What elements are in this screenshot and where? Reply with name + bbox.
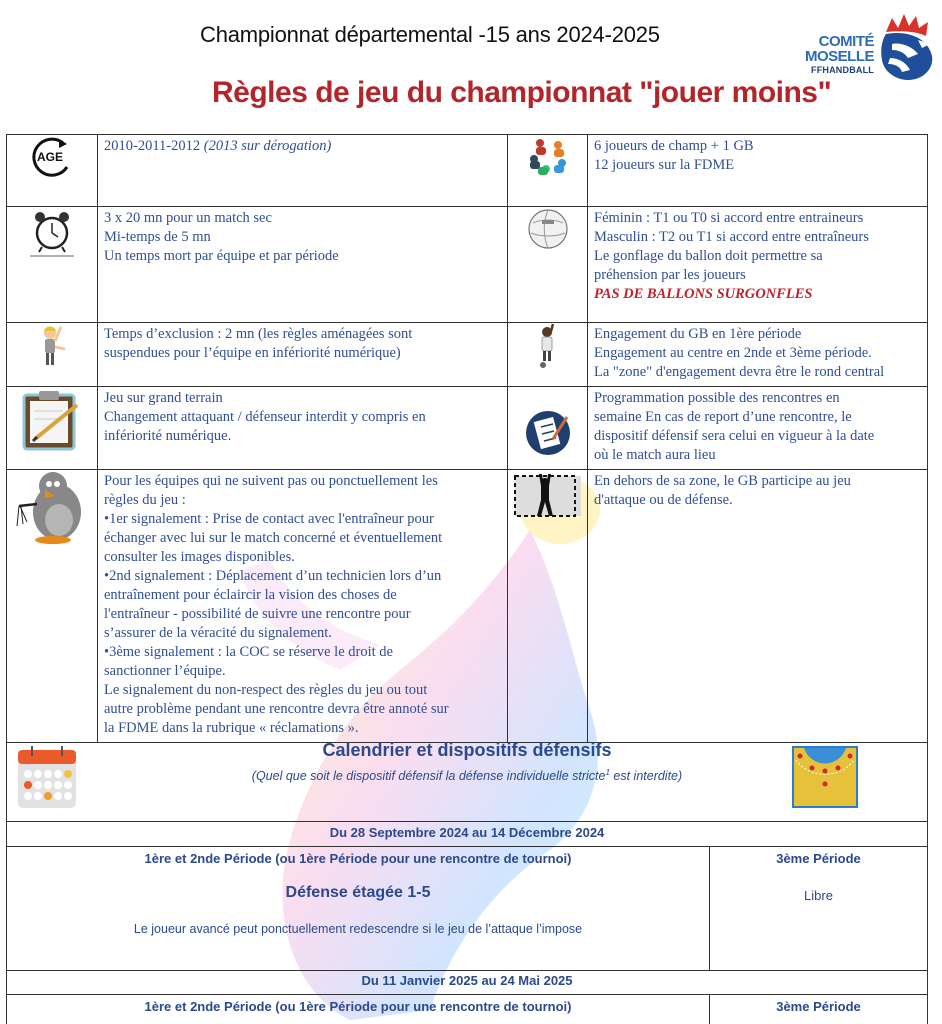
rule-line: Le signalement du non-respect des règles du jeu ou tout [104, 682, 428, 698]
period-left-cell [7, 847, 710, 970]
defense-system: Défense étagée 1-5 [285, 884, 431, 901]
handball-ball-icon [525, 207, 571, 251]
rule-line: suspendues pour l’équipe en infériorité numérique) [104, 345, 401, 361]
rule-line: autre problème pendant une rencontre devra être annoté sur [104, 701, 449, 717]
rule-line-italic: (2013 sur dérogation) [203, 138, 332, 154]
ball-warning-text: PAS DE BALLONS SURGONFLES [594, 286, 813, 302]
rooster-logo-icon [878, 14, 934, 82]
document-title: Championnat départemental -15 ans 2024-2025 [200, 22, 660, 47]
rule-line: Mi-temps de 5 mn [104, 229, 211, 245]
team-players-icon [526, 135, 570, 179]
checklist-icon [523, 407, 573, 457]
rule-text-sanctions [98, 470, 508, 743]
calendar-subtitle-end: est interdite) [609, 769, 683, 784]
rule-line: dispositif défensif sera celui en vigueur à la date [594, 428, 875, 444]
rule-text-goalkeeper [588, 470, 928, 743]
rule-line: Engagement du GB en 1ère période [594, 326, 802, 342]
rule-line: consulter les images disponibles. [104, 549, 295, 565]
calendar-section-header [6, 732, 928, 822]
rule-line: préhension par les joueurs [594, 267, 746, 283]
rule-line: d'attaque ou de défense. [594, 492, 733, 508]
third-period-defense: Libre [804, 888, 833, 903]
rule-line: Jeu sur grand terrain [104, 390, 223, 406]
rule-icon-cell [7, 323, 98, 387]
rule-row [7, 470, 928, 743]
period-right-header: 3ème Période [776, 851, 861, 866]
rule-line: •1er signalement : Prise de contact avec l'entraîneur pour [104, 511, 434, 527]
rule-row [7, 323, 928, 387]
period-left-header: 1ère et 2nde Période (ou 1ère Période pour une rencontre de tournoi) [144, 851, 572, 866]
rule-line: 6 joueurs de champ + 1 GB [594, 138, 754, 154]
period-left-header: 1ère et 2nde Période (ou 1ère Période pour une rencontre de tournoi) [144, 999, 572, 1014]
rule-text-players [588, 135, 928, 207]
rule-line: Un temps mort par équipe et par période [104, 248, 339, 264]
period-block-2 [6, 970, 928, 1024]
rule-line: semaine En cas de report d’une rencontre, le [594, 409, 852, 425]
rule-line: Engagement au centre en 2nde et 3ème période. [594, 345, 872, 361]
goalkeeper-engagement-icon [537, 323, 559, 369]
period-right-header: 3ème Période [776, 999, 861, 1014]
document-header [0, 0, 942, 132]
rule-text-scheduling [588, 387, 928, 470]
document-subtitle: Règles de jeu du championnat "jouer moins" [212, 76, 832, 109]
rule-line: Pour les équipes qui ne suivent pas ou ponctuellement les [104, 473, 438, 489]
rule-row [7, 387, 928, 470]
rule-line: où le match aura lieu [594, 447, 716, 463]
rule-text-duration [98, 207, 508, 323]
handball-court-icon [792, 746, 858, 808]
rule-line: La "zone" d'engagement devra être le rond central [594, 364, 885, 380]
period-block-1 [6, 822, 928, 971]
rule-line: Féminin : T1 ou T0 si accord entre entraineurs [594, 210, 864, 226]
goalkeeper-goal-icon [511, 470, 585, 520]
rule-line: •2nd signalement : Déplacement d’un technicien lors d’un [104, 568, 442, 584]
logo-line-3: FFHANDBALL [811, 65, 874, 75]
rule-line: Masculin : T2 ou T1 si accord entre entraîneurs [594, 229, 869, 245]
rule-line: 12 joueurs sur la FDME [594, 157, 735, 173]
calendar-title: Calendrier et dispositifs défensifs [322, 740, 612, 760]
rule-line: s’assurer de la véracité du signalement. [104, 625, 332, 641]
rule-icon-cell [508, 323, 588, 387]
comite-moselle-logo [792, 14, 937, 82]
rule-line: Changement attaquant / défenseur interdit y compris en [104, 409, 426, 425]
exclusion-referee-icon [37, 323, 67, 369]
rule-line: échanger avec lui sur le match concerné et éventuellement [104, 530, 443, 546]
rule-line: la FDME dans la rubrique « réclamations ». [104, 720, 359, 736]
period-right-cell [710, 847, 927, 970]
period-left-cell [7, 995, 710, 1024]
rule-text-engagement [588, 323, 928, 387]
rule-line: règles du jeu : [104, 492, 186, 508]
rule-line: infériorité numérique. [104, 428, 232, 444]
rule-line: 3 x 20 mn pour un match sec [104, 210, 272, 226]
age-icon [27, 135, 77, 177]
rule-line: sanctionner l’équipe. [104, 663, 226, 679]
period-dates: Du 11 Janvier 2025 au 24 Mai 2025 [361, 973, 573, 988]
rule-line: En dehors de sa zone, le GB participe au jeu [594, 473, 851, 489]
rule-icon-cell [7, 135, 98, 207]
logo-line-2: MOSELLE [804, 48, 874, 65]
rule-icon-cell [508, 387, 588, 470]
calendar-subtitle-text: (Quel que soit le dispositif défensif la défense individuelle stricte [251, 769, 606, 784]
rule-text-exclusion [98, 323, 508, 387]
clipboard-pencil-icon [21, 387, 83, 453]
calendar-subtitle [7, 768, 927, 783]
rule-icon-cell [7, 207, 98, 323]
rule-line: entraînement pour éclaircir la vision des choses de [104, 587, 397, 603]
period-dates: Du 28 Septembre 2024 au 14 Décembre 2024 [329, 825, 605, 840]
rule-icon-cell [7, 470, 98, 743]
defense-note: Le joueur avancé peut ponctuellement redescendre si le jeu de l’attaque l’impose [133, 922, 583, 936]
rule-icon-cell [508, 135, 588, 207]
rule-line: •3ème signalement : la COC se réserve le droit de [104, 644, 393, 660]
period-row [7, 846, 927, 970]
period-row [7, 994, 927, 1024]
rule-text-terrain [98, 387, 508, 470]
rule-line: 2010-2011-2012 [104, 138, 201, 154]
rule-line: l'entraîneur - possibilité de suivre une rencontre pour [104, 606, 411, 622]
rule-icon-cell [508, 470, 588, 743]
rule-row [7, 207, 928, 323]
rule-text-ball [588, 207, 928, 323]
footnote-marker: 1 [605, 768, 610, 777]
alarm-clock-icon [28, 207, 76, 259]
rule-row [7, 135, 928, 207]
rule-line: Temps d’exclusion : 2 mn (les règles aménagées sont [104, 326, 413, 342]
rule-line: Programmation possible des rencontres en [594, 390, 840, 406]
rule-line: Le gonflage du ballon doit permettre sa [594, 248, 823, 264]
period-right-cell [710, 995, 927, 1024]
logo-line-1: COMITÉ [818, 33, 874, 50]
rule-icon-cell [7, 387, 98, 470]
svg-text:AGE: AGE [36, 150, 64, 164]
logo-text [792, 34, 874, 75]
rule-text-age [98, 135, 508, 207]
penguin-whip-icon [15, 470, 89, 544]
rule-icon-cell [508, 207, 588, 323]
rules-table [6, 134, 928, 743]
